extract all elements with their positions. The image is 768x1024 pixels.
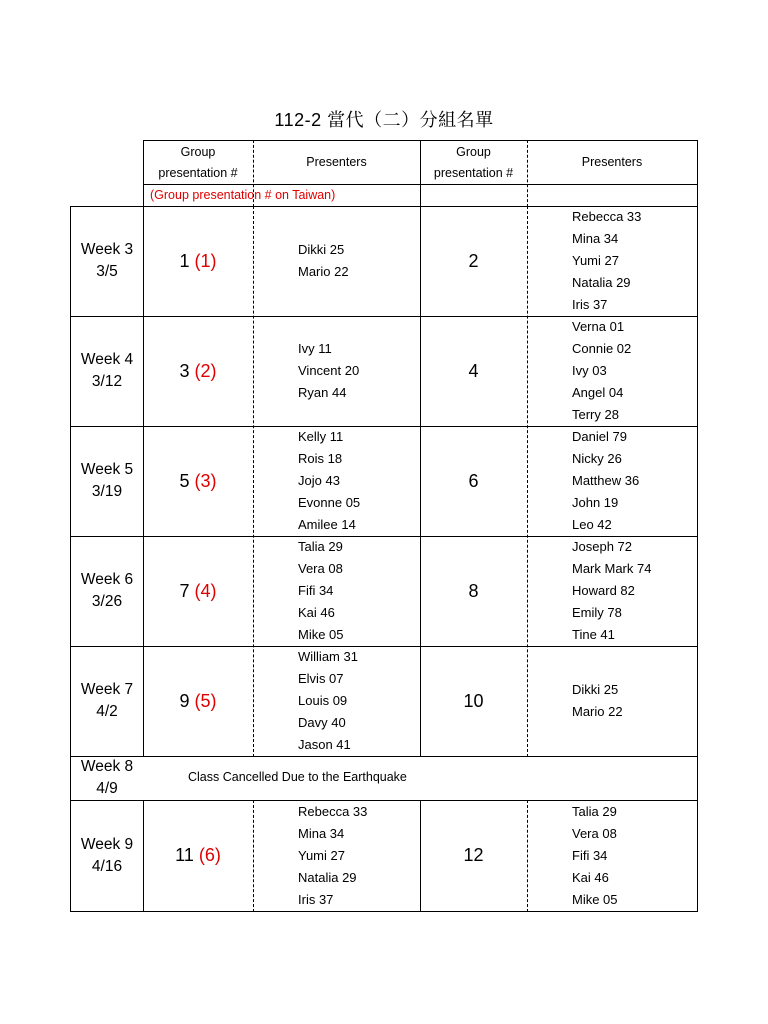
week-label: Week 6 <box>80 571 134 588</box>
header-group-label: Group <box>456 144 491 159</box>
presenter-list-left <box>298 426 418 536</box>
group-number-right <box>420 206 527 316</box>
taiwan-note: (Group presentation # on Taiwan) <box>150 188 336 202</box>
group-number: 1 <box>179 250 190 271</box>
header-presenters-label: Presenters <box>306 155 367 169</box>
taiwan-group-number: (4) <box>194 580 217 601</box>
presenter-list-right <box>572 206 696 316</box>
week-date: 3/12 <box>91 373 123 390</box>
presenter-name: Rebecca 33 <box>298 803 368 819</box>
group-number: 11 <box>175 845 194 865</box>
cancelled-notice: Class Cancelled Due to the Earthquake <box>188 770 407 784</box>
presenter-name: Davy 40 <box>298 715 346 730</box>
presenter-name: Kai 46 <box>298 605 335 620</box>
presenter-name: Mark Mark 74 <box>572 561 652 576</box>
group-number: 7 <box>179 580 190 601</box>
week-date: 4/9 <box>96 780 118 797</box>
group-number: 9 <box>179 690 190 711</box>
page-title: 112-2 當代（二）分組名單 <box>274 110 494 130</box>
presenter-name: Elvis 07 <box>298 671 344 686</box>
presenter-name: Jojo 43 <box>298 473 340 488</box>
taiwan-group-number: (1) <box>194 250 217 271</box>
group-number: 2 <box>468 250 479 271</box>
group-number-right <box>420 316 527 426</box>
presenter-name: Talia 29 <box>572 803 617 819</box>
presenter-name: Ivy 03 <box>572 363 607 378</box>
week-cell <box>71 646 143 756</box>
group-number-left <box>143 426 253 536</box>
group-number: 12 <box>463 845 484 865</box>
week-cell <box>71 536 143 646</box>
week-label: Week 4 <box>80 351 134 368</box>
presenter-name: Vera 08 <box>572 825 617 841</box>
presenter-name: Matthew 36 <box>572 473 640 488</box>
week-cell <box>71 426 143 536</box>
week-date: 3/26 <box>91 593 123 610</box>
presenter-name: Verna 01 <box>572 319 625 334</box>
presenter-list-right <box>572 536 696 646</box>
presenter-name: Emily 78 <box>572 605 622 620</box>
taiwan-group-number: (2) <box>194 360 217 381</box>
presenter-name: Connie 02 <box>572 341 632 356</box>
group-number-left <box>143 316 253 426</box>
presenter-name: Natalia 29 <box>572 275 631 290</box>
presenter-name: Mina 34 <box>572 231 619 246</box>
presenter-list-left <box>298 536 418 646</box>
week-cell <box>71 800 143 911</box>
presenter-name: Vera 08 <box>298 561 343 576</box>
presenter-name: Mina 34 <box>298 825 345 841</box>
group-number: 4 <box>468 360 479 381</box>
presenter-name: William 31 <box>298 649 358 664</box>
week-date: 4/2 <box>96 703 118 720</box>
week-cell <box>71 756 143 800</box>
presenter-name: Mike 05 <box>298 627 344 642</box>
week-date: 3/19 <box>91 483 123 500</box>
presenter-list-left <box>298 206 418 316</box>
group-number-left <box>143 800 253 911</box>
presenter-name: Fifi 34 <box>298 583 334 598</box>
presenter-name: Fifi 34 <box>572 847 608 863</box>
taiwan-group-number: (6) <box>198 845 221 865</box>
week-label: Week 3 <box>80 241 134 258</box>
presenter-name: Dikki 25 <box>298 242 345 257</box>
presenter-name: Tine 41 <box>572 627 615 642</box>
presenter-name: Vincent 20 <box>298 363 360 378</box>
presenter-name: Louis 09 <box>298 693 348 708</box>
group-number: 8 <box>468 580 479 601</box>
presenter-name: Leo 42 <box>572 517 612 532</box>
week-date: 4/16 <box>91 857 123 875</box>
group-number-left <box>143 646 253 756</box>
presenter-name: John 19 <box>572 495 619 510</box>
presenter-name: Joseph 72 <box>572 539 632 554</box>
presenter-list-right <box>572 426 696 536</box>
taiwan-group-number: (5) <box>194 690 217 711</box>
presenter-name: Mario 22 <box>572 704 623 719</box>
group-number-right <box>420 800 527 911</box>
header-group-presentation-left <box>143 141 253 184</box>
presenter-name: Mario 22 <box>298 264 349 279</box>
week-label: Week 9 <box>80 835 134 853</box>
week-date: 3/5 <box>96 263 118 280</box>
presenter-list-left <box>298 646 418 756</box>
presenter-name: Jason 41 <box>298 737 351 752</box>
presenter-name: Ryan 44 <box>298 385 347 400</box>
presenter-list-right <box>572 646 696 756</box>
presenter-list-left <box>298 800 418 911</box>
group-number-right <box>420 536 527 646</box>
presenter-list-right <box>572 316 696 426</box>
presenter-name: Talia 29 <box>298 539 343 554</box>
presenter-list-left <box>298 316 418 426</box>
group-number-right <box>420 646 527 756</box>
header-presenters-label: Presenters <box>581 155 643 169</box>
presenter-name: Natalia 29 <box>298 869 357 885</box>
presenter-name: Angel 04 <box>572 385 624 400</box>
presenter-name: Rois 18 <box>298 451 343 466</box>
group-number-left <box>143 536 253 646</box>
week-cell <box>71 316 143 426</box>
group-number: 6 <box>468 470 479 491</box>
group-number-right <box>420 426 527 536</box>
presenter-name: Rebecca 33 <box>572 209 642 224</box>
group-number-left <box>143 206 253 316</box>
week-label: Week 8 <box>80 758 134 775</box>
presenter-name: Nicky 26 <box>572 451 622 466</box>
presenter-list-right <box>572 800 696 911</box>
header-group-presentation-right <box>420 141 527 184</box>
presenter-name: Mike 05 <box>572 891 618 907</box>
presenter-name: Yumi 27 <box>572 253 619 268</box>
header-presentation-label: presentation # <box>433 165 514 180</box>
header-presenters-right <box>527 141 697 184</box>
presenter-name: Ivy 11 <box>298 341 332 356</box>
taiwan-group-number: (3) <box>194 470 217 491</box>
presenter-name: Kelly 11 <box>298 429 344 444</box>
presenter-name: Amilee 14 <box>298 517 356 532</box>
header-group-label: Group <box>180 144 216 159</box>
header-presentation-label: presentation # <box>158 165 238 180</box>
presenter-name: Kai 46 <box>572 869 609 885</box>
presenter-name: Iris 37 <box>572 297 608 312</box>
presenter-name: Dikki 25 <box>572 682 619 697</box>
group-number: 5 <box>179 470 190 491</box>
week-cell <box>71 206 143 316</box>
presenter-name: Howard 82 <box>572 583 635 598</box>
presenter-name: Daniel 79 <box>572 429 627 444</box>
group-number: 10 <box>463 690 484 711</box>
week-label: Week 5 <box>80 461 134 478</box>
presenter-name: Terry 28 <box>572 407 619 422</box>
group-number: 3 <box>179 360 190 381</box>
presenter-name: Evonne 05 <box>298 495 361 510</box>
week-label: Week 7 <box>80 681 134 698</box>
presenter-name: Iris 37 <box>298 891 334 907</box>
presenter-name: Yumi 27 <box>298 847 345 863</box>
header-presenters-left <box>253 141 420 184</box>
